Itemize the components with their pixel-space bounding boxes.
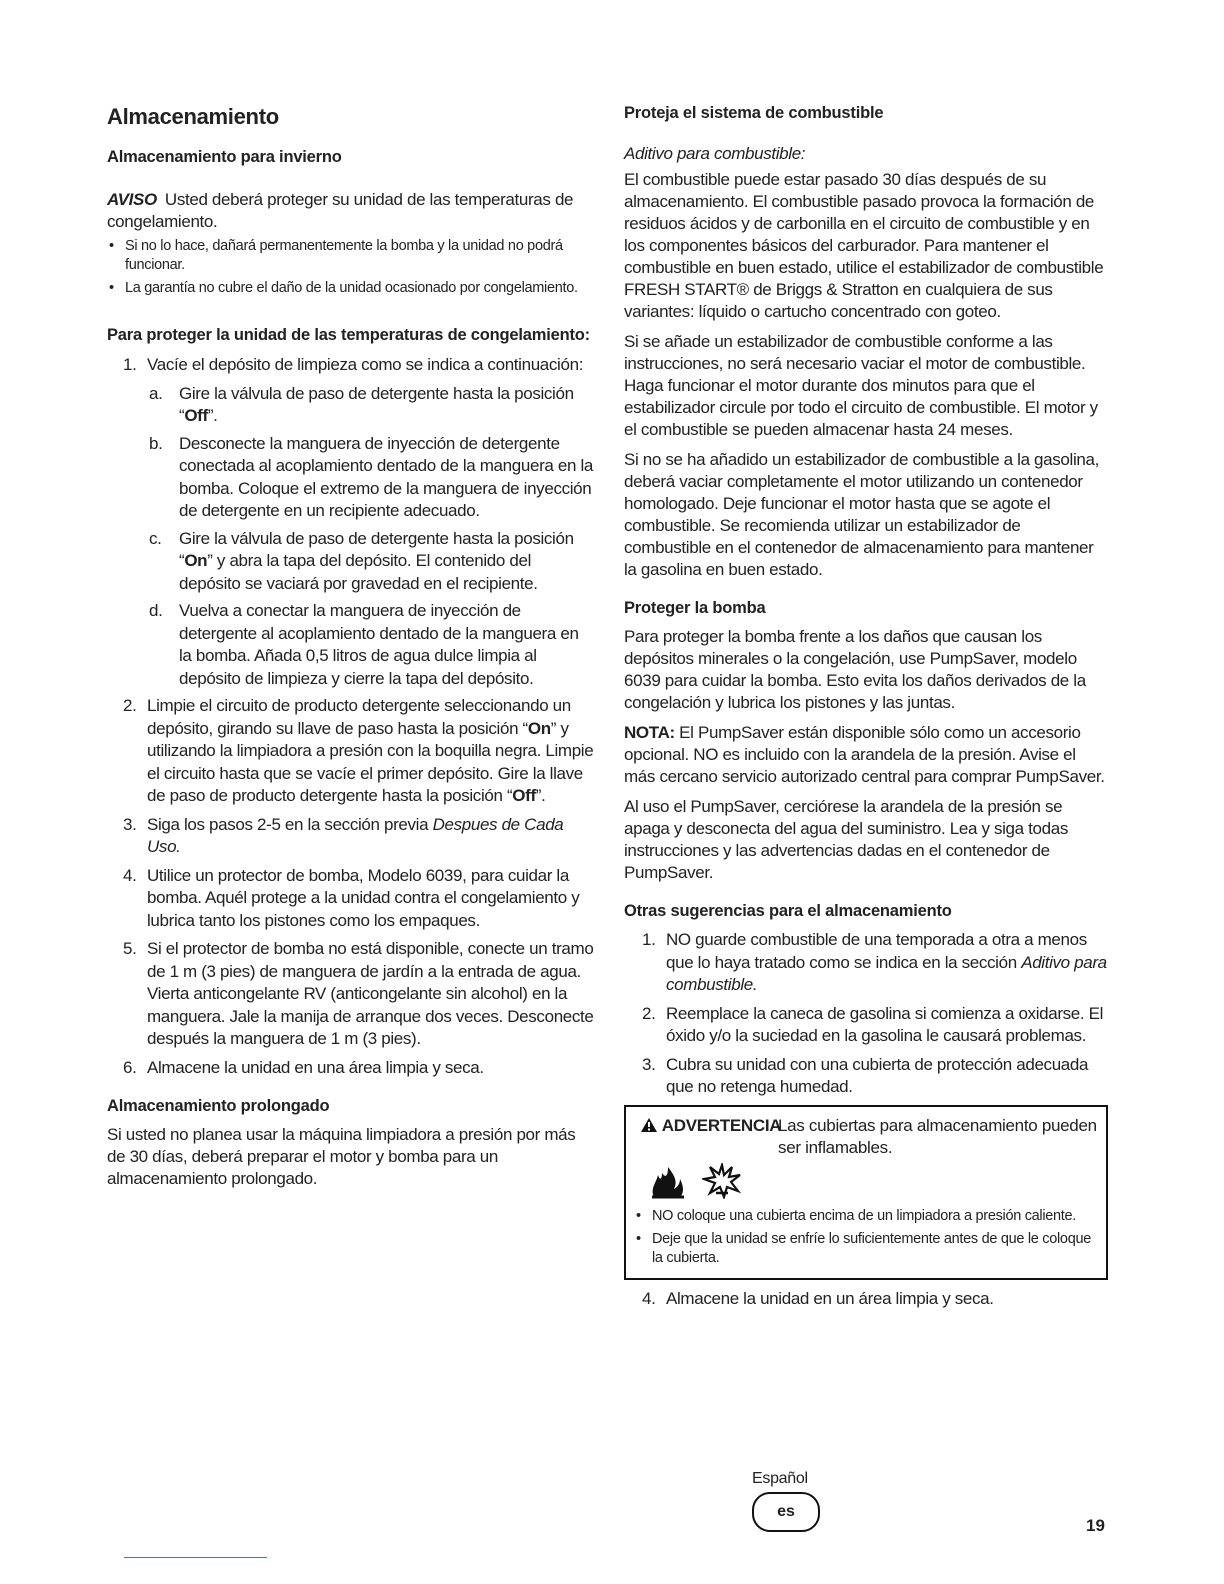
step-1c: c. Gire la válvula de paso de detergente hasta la posición “On” y abra la tapa del depósito. El contenido del depósito se vaciará por gravedad en el recipiente. [149, 528, 574, 593]
pump-note: NOTA: El PumpSaver están disponible sólo como un accesorio opcional. NO es incluido con la arandela de la presión. Avise el más cercano servicio autorizado central para comprar PumpSaver. [624, 723, 1105, 786]
other-tips-heading: Otras sugerencias para el almacenamiento [624, 902, 952, 920]
bottom-rule [124, 1557, 267, 1558]
step-2: 2. Limpie el circuito de producto detergente seleccionando un depósito, girando su llave de paso hasta la posición “On” y utilizando la limpiadora a presión con la boquilla negra. Limpie el circuito hasta que se vacíe el primer depósito. Gire la llave de paso de producto detergente hasta la posición “Off”. [123, 696, 594, 805]
warning-icons [648, 1163, 1098, 1199]
aviso-text: Usted deberá proteger su unidad de las temperaturas de congelamiento. [107, 190, 574, 231]
list-item: • Deje que la unidad se enfríe lo suficientemente antes de que le coloque la cubierta. [634, 1230, 1098, 1268]
pump-paragraph-2: Al uso el PumpSaver, cerciórese la arandela de la presión se apaga y desconecta del agua del suministro. Lea y siga todas instrucciones y las advertencias dadas en el contenedor de PumpSaver. [624, 797, 1068, 882]
protect-heading: Para proteger la unidad de las temperaturas de congelamiento: [107, 326, 590, 344]
tip-1: 1. NO guarde combustible de una temporada a otra a menos que lo haya tratado como se indica en la sección Aditivo para combustible. [642, 930, 1107, 994]
list-item: • La garantía no cubre el daño de la unidad ocasionado por congelamiento. [107, 279, 594, 298]
tip-4: 4. Almacene la unidad en un área limpia y seca. [642, 1288, 994, 1308]
list-item: • Si no lo hace, dañará permanentemente la bomba y la unidad no podrá funcionar. [107, 237, 594, 275]
fuel-system-heading: Proteja el sistema de combustible [624, 104, 884, 122]
winter-storage-heading: Almacenamiento para invierno [107, 148, 342, 166]
warning-box [624, 1105, 1108, 1280]
language-badge: es [752, 1492, 820, 1532]
warning-text: Las cubiertas para almacenamiento pueden ser inflamables. [778, 1115, 1097, 1157]
fuel-additive-subheading: Aditivo para combustible: [624, 144, 806, 163]
step-4: 4. Utilice un protector de bomba, Modelo 6039, para cuidar la bomba. Aquél protege a la unidad contra el congelamiento y lubrica tanto los pistones como los empaques. [123, 865, 580, 930]
page-number: 19 [1086, 1516, 1105, 1535]
footer-language: Español [752, 1470, 808, 1487]
step-1b: b. Desconecte la manguera de inyección de detergente conectada al acoplamiento dentado de la manguera en la bomba. Coloque el extremo de la manguera de inyección de detergente en un recipiente adecuado. [149, 433, 593, 520]
pump-paragraph-1: Para proteger la bomba frente a los daños que causan los depósitos minerales o la congelación, use PumpSaver, modelo 6039 para cuidar la bomba. Esto evita los daños derivados de la congelación y lubrica los pistones y las juntas. [624, 627, 1086, 712]
tip-2: 2. Reemplace la caneca de gasolina si comienza a oxidarse. El óxido y/o la suciedad en la gasolina le causará problemas. [642, 1003, 1104, 1045]
warning-bullets [634, 1207, 1098, 1268]
list-item: • NO coloque una cubierta encima de un limpiadora a presión caliente. [634, 1207, 1098, 1226]
fuel-paragraph-2: Si se añade un estabilizador de combustible conforme a las instrucciones, no será necesario vaciar el motor de combustible. Haga funcionar el motor durante dos minutos para que el estabilizador circule por todo el circuito de combustible. El motor y el combustible se pueden almacenar hasta 24 meses. [624, 332, 1098, 439]
warning-triangle-icon [640, 1117, 658, 1133]
step-6: 6. Almacene la unidad en una área limpia y seca. [123, 1057, 484, 1077]
prolonged-storage-heading: Almacenamiento prolongado [107, 1097, 330, 1115]
protect-pump-heading: Proteger la bomba [624, 599, 766, 617]
warning-label: ADVERTENCIA [640, 1115, 781, 1137]
aviso-bullets [107, 237, 594, 298]
step-1d: d. Vuelva a conectar la manguera de inyección de detergente al acoplamiento dentado de la manguera en la bomba. Añada 0,5 litros de agua dulce limpia al depósito de limpieza y cierre la tapa del depósito. [149, 601, 579, 688]
aviso-notice [107, 189, 594, 233]
right-column [624, 104, 1108, 1316]
fuel-paragraph-3: Si no se ha añadido un estabilizador de combustible a la gasolina, deberá vaciar completamente el motor utilizando un contenedor homologado. Deje funcionar el motor hasta que se agote el combustible. Se recomienda utilizar un estabilizador de combustible en el contenedor de almacenamiento para mantener la gasolina en buen estado. [624, 450, 1099, 579]
step-5: 5. Si el protector de bomba no está disponible, conecte un tramo de 1 m (3 pies) de manguera de jardín a la entrada de agua. Vierta anticongelante RV (anticongelante sin alcohol) en la manguera. Jale la manija de arranque dos veces. Desconecte después la manguera de 1 m (3 pies). [123, 939, 594, 1048]
prolonged-storage-text: Si usted no planea usar la máquina limpiadora a presión por más de 30 días, deberá preparar el motor y bomba para un almacenamiento prolongado. [107, 1125, 576, 1188]
step-1a: a. Gire la válvula de paso de detergente hasta la posición “Off”. [149, 383, 574, 425]
fire-icon [648, 1163, 688, 1199]
step-3: 3. Siga los pasos 2-5 en la sección previa Despues de Cada Uso. [123, 814, 564, 856]
explosion-icon [702, 1163, 742, 1199]
section-title: Almacenamiento [107, 104, 279, 129]
step-1: 1. Vacíe el depósito de limpieza como se indica a continuación: [123, 355, 584, 374]
aviso-label: AVISO [107, 190, 157, 209]
left-column [107, 98, 594, 1198]
fuel-paragraph-1: El combustible puede estar pasado 30 días después de su almacenamiento. El combustible pasado provoca la formación de residuos ácidos y de carbonilla en el circuito de combustible y en los componentes básicos del carburador. Para mantener el combustible en buen estado, utilice el estabilizador de combustible FRESH START® de Briggs & Stratton en cualquiera de sus variantes: líquido o cartucho concentrado con goteo. [624, 170, 1104, 321]
warning-header [634, 1115, 1098, 1159]
tip-3: 3. Cubra su unidad con una cubierta de protección adecuada que no retenga humedad. [642, 1054, 1089, 1096]
